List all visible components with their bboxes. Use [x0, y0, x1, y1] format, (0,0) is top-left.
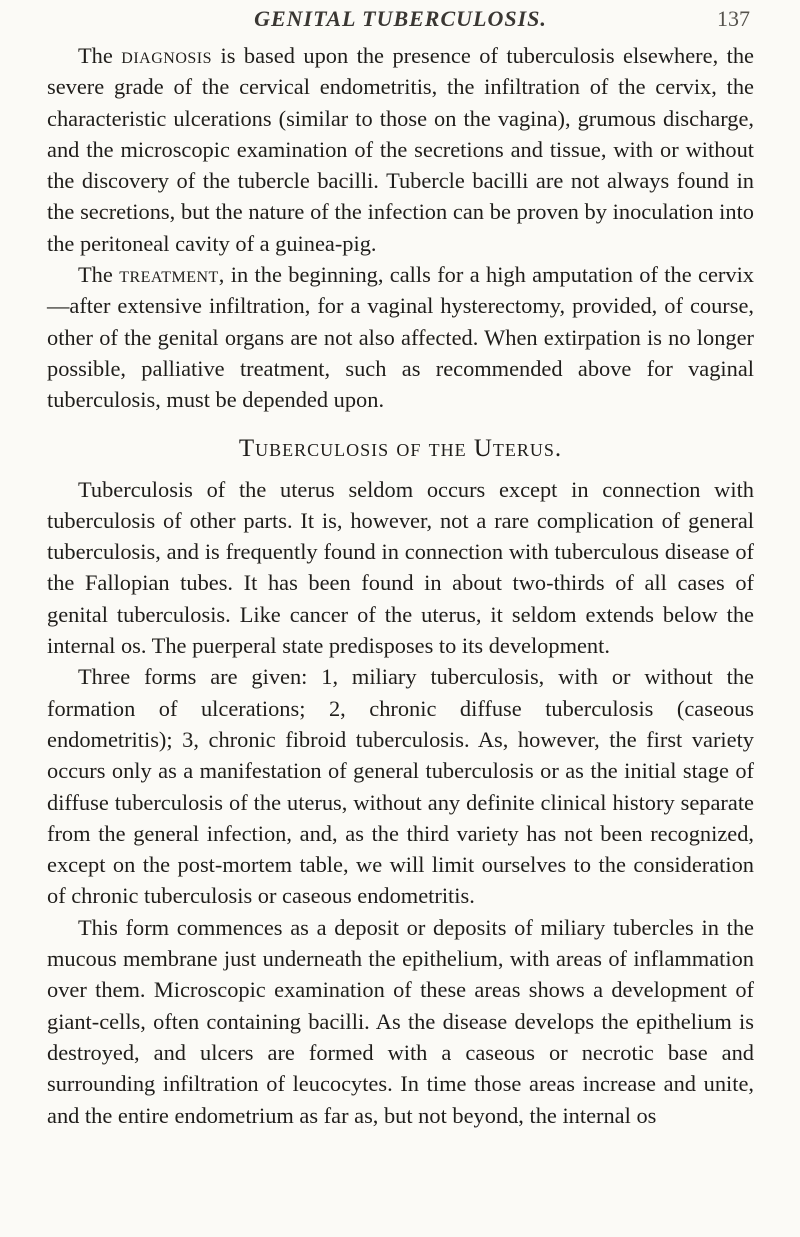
- paragraph-diagnosis: [47, 40, 754, 259]
- running-title: GENITAL TUBERCULOSIS.: [254, 6, 547, 31]
- section-heading: Tuberculosis of the Uterus.: [238, 434, 563, 462]
- term-treatment: treatment: [119, 262, 219, 288]
- paragraph-miliary-deposits: This form commences as a deposit or deposits of miliary tubercles in the mucous membrane just underneath the epithelium, with areas of inflammation over them. Microscopic examination of these areas shows a development of giant-cells, often containing bacilli. As the disease develops the epithelium is destroyed, and ulcers are formed with a caseous or necrotic base and surrounding infiltration of leucocytes. In time those areas increase and unite, and the entire endometrium as far as, but not beyond, the internal os: [47, 914, 754, 1128]
- paragraph-lead: The: [78, 43, 122, 68]
- paragraph-uterus-intro: Tuberculosis of the uterus seldom occurs except in connection with tuberculosis of other parts. It is, however, not a rare complication of general tuberculosis, and is frequently found in connection with tuberculous disease of the Fallopian tubes. It has been found in about two-thirds of all cases of genital tuberculosis. Like cancer of the uterus, it seldom extends below the internal os. The puerperal state predisposes to its development.: [47, 476, 754, 659]
- paragraph-treatment: [47, 259, 754, 415]
- paragraph-body: is based upon the presence of tuberculosis elsewhere, the severe grade of the cervical endometritis, the infiltration of the cervix, the characteristic ulcerations (similar to those on the vagina), grumous discharge, and the microscopic examination of the secretions and tissue, with or without the discovery of the tubercle bacilli. Tubercle bacilli are not always found in the secretions, but the nature of the infection can be proven by inoculation into the peritoneal cavity of a guinea-pig.: [47, 43, 754, 256]
- page-number: 137: [717, 6, 750, 31]
- body-text: [47, 40, 754, 1131]
- term-diagnosis: diagnosis: [121, 43, 213, 68]
- paragraph-lead: The: [78, 262, 120, 288]
- running-head: [47, 0, 754, 40]
- paragraph-three-forms: Three forms are given: 1, miliary tuberculosis, with or without the formation of ulcerations; 2, chronic diffuse tuberculosis (caseous endometritis); 3, chronic fibroid tuberculosis. As, however, the first variety occurs only as a manifestation of general tuberculosis or as the initial stage of diffuse tuberculosis of the uterus, without any definite clinical history separate from the general infection, and, as the third variety has not been recognized, except on the post-mortem table, we will limit ourselves to the consideration of chronic tuberculosis or caseous endometritis.: [47, 664, 754, 909]
- paragraph-body: , in the beginning, calls for a high amputation of the cervix—after extensive infiltration, for a vaginal hysterectomy, provided, of course, other of the genital organs are not also affected. When extirpation is no longer possible, palliative treatment, such as recommended above for vaginal tuberculosis, must be depended upon.: [47, 262, 754, 413]
